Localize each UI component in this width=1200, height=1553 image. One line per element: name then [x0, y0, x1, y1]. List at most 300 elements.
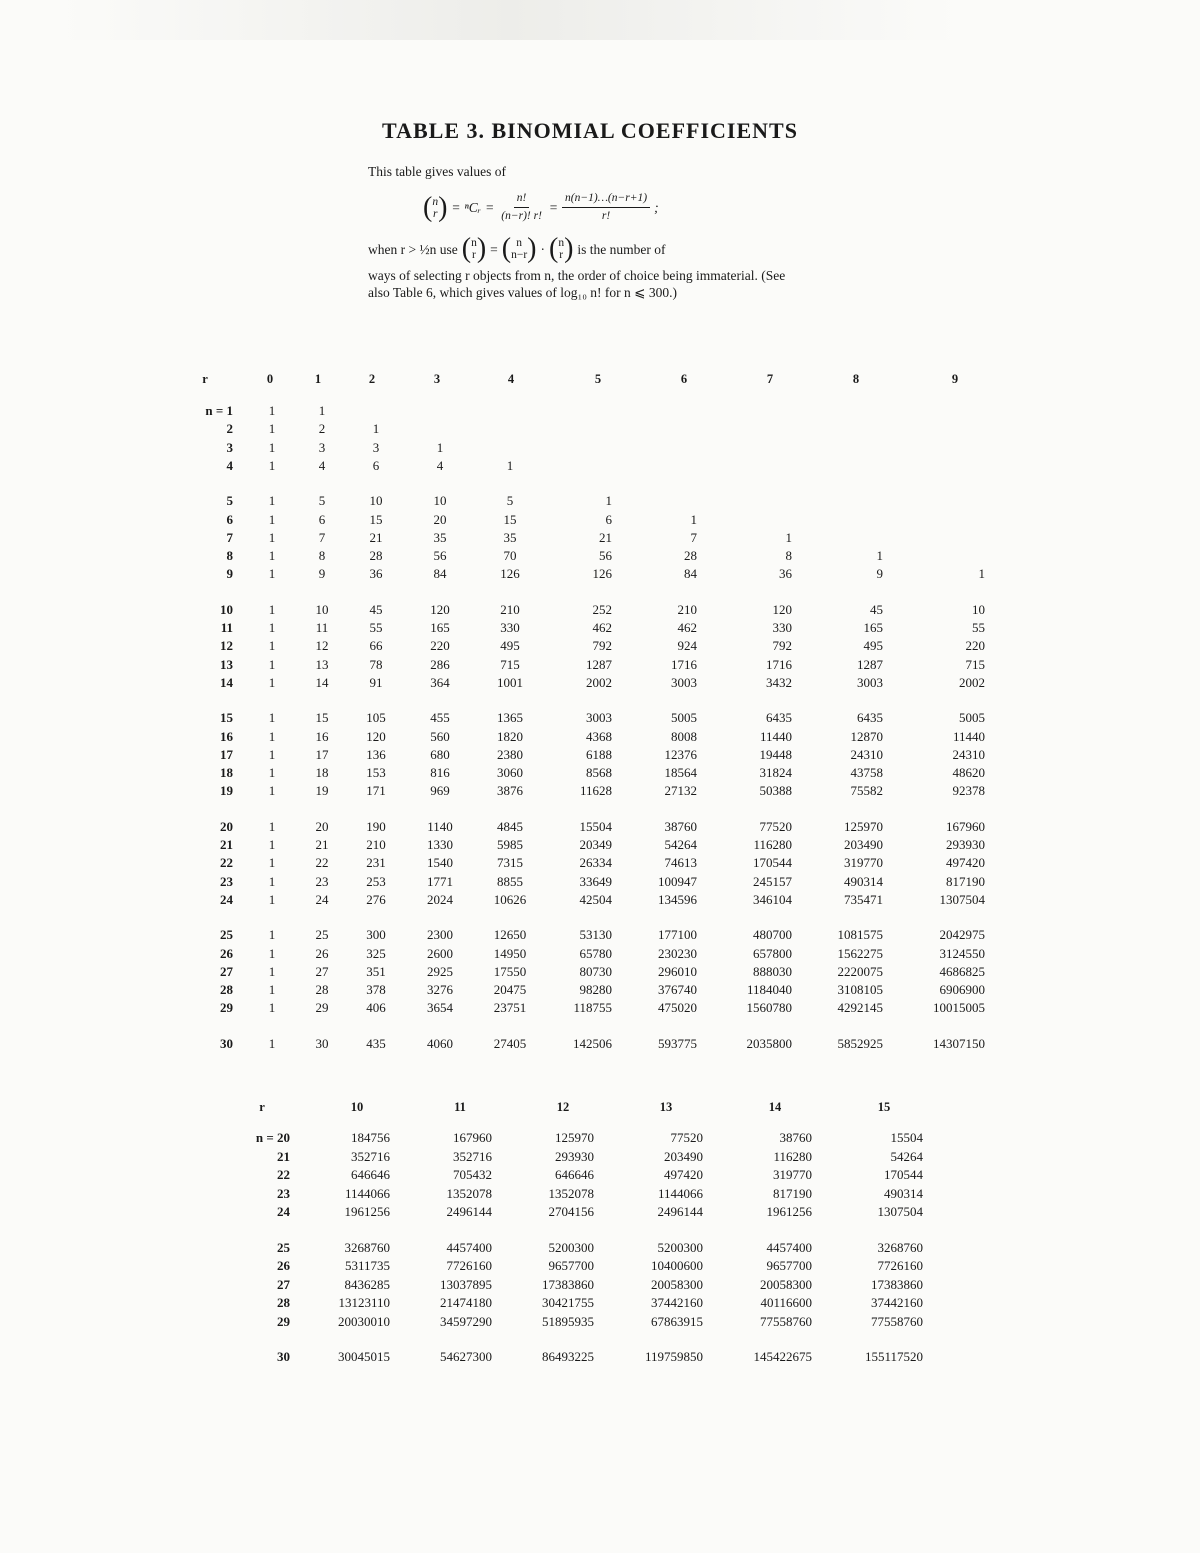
table-cell: 42504 [579, 891, 612, 907]
table-cell: 378 [366, 982, 386, 998]
table-cell: 1820 [497, 728, 523, 744]
table-cell: 84 [684, 566, 697, 582]
table-cell: 593775 [658, 1035, 697, 1051]
table-cell: 2300 [427, 927, 453, 943]
table-cell: 13 [315, 656, 329, 672]
table-cell: 5200300 [548, 1239, 594, 1255]
table-cell: 77520 [670, 1130, 703, 1145]
table-cell: 119759850 [644, 1349, 703, 1364]
table-cell: 177100 [658, 927, 697, 943]
table-cell: 40116600 [760, 1295, 812, 1310]
table-cell: 4686825 [939, 963, 985, 979]
table-cell: 3432 [766, 674, 792, 690]
table-cell: 55 [972, 620, 985, 635]
table-cell: 53130 [579, 927, 612, 943]
table-cell: 816 [430, 765, 450, 781]
table-cell: 55 [369, 620, 383, 635]
table-cell: 1 [268, 638, 276, 654]
table-cell: 817190 [946, 873, 985, 889]
table-cell: 6435 [766, 710, 792, 726]
table-cell: 3003 [671, 674, 697, 690]
row-label: 15 [220, 710, 233, 726]
table-cell: 28 [369, 548, 383, 564]
table-cell: 17550 [493, 963, 527, 979]
table-cell: 3108105 [837, 982, 883, 998]
table-cell: 11440 [952, 728, 985, 744]
table-cell: 77558760 [871, 1313, 923, 1329]
table-cell: 17383860 [871, 1276, 923, 1292]
table-cell: 715 [500, 656, 520, 672]
table-cell: 1771 [427, 873, 453, 889]
table-cell: 136 [366, 746, 386, 762]
column-header: 12 [556, 1100, 570, 1114]
table-cell: 14950 [493, 945, 527, 961]
table-cell: 1540 [427, 855, 453, 871]
table-cell: 5 [506, 493, 514, 509]
table-cell: 792 [772, 638, 792, 654]
table-cell: 11 [315, 620, 329, 635]
table-cell: 54264 [890, 1148, 923, 1164]
table-cell: 325 [366, 945, 386, 961]
table-cell: 657800 [753, 945, 792, 961]
table-cell: 35 [503, 529, 517, 545]
table-cell: 37442160 [651, 1295, 703, 1310]
table-cell: 495 [863, 638, 883, 654]
table-cell: 3276 [427, 982, 453, 998]
table-cell: 817190 [773, 1185, 812, 1201]
table-cell: 1 [268, 674, 276, 690]
table-cell: 1 [268, 837, 276, 852]
intro-line-1: This table gives values of [368, 164, 506, 179]
table-cell: 210 [677, 601, 697, 617]
table-cell: 8 [318, 548, 326, 564]
table-cell: 1 [978, 566, 985, 582]
table-cell: 165 [430, 620, 450, 635]
table-cell: 21 [315, 837, 329, 852]
table-cell: 1 [268, 728, 276, 744]
row-label: 3 [226, 439, 233, 455]
table-cell: 296010 [658, 963, 697, 979]
row-label: 14 [220, 674, 233, 690]
table-cell: 969 [430, 783, 450, 799]
table-cell: 105 [366, 710, 386, 726]
table-cell: 75582 [850, 783, 883, 799]
table-cell: 1 [268, 746, 276, 762]
table-cell: 5 [318, 493, 326, 509]
table-cell: 120 [430, 601, 450, 617]
row-label: 9 [226, 566, 233, 582]
table-cell: 1 [318, 403, 326, 418]
table-cell: 28 [684, 548, 697, 564]
table-cell: 3268760 [344, 1239, 390, 1255]
table-cell: 1307504 [939, 891, 985, 907]
table-cell: 23 [315, 873, 329, 889]
table-cell: 12 [315, 638, 329, 654]
table-cell: 171 [366, 783, 386, 799]
table-cell: 3003 [857, 674, 883, 690]
table-cell: 17383860 [542, 1276, 594, 1292]
table-cell: 5005 [671, 710, 697, 726]
table-cell: 5852925 [837, 1035, 883, 1051]
table-cell: 116280 [773, 1148, 812, 1164]
row-label: 25 [277, 1239, 290, 1255]
table-cell: 2002 [959, 674, 985, 690]
table-cell: 210 [366, 837, 386, 852]
table-cell: 1352078 [548, 1185, 594, 1201]
table-cell: 153 [366, 765, 386, 781]
table-cell: 1 [268, 529, 276, 545]
table-cell: 462 [677, 620, 697, 635]
table-cell: 35 [433, 529, 447, 545]
table-cell: 220 [430, 638, 450, 654]
column-header: 2 [368, 372, 376, 386]
table-cell: 6435 [857, 710, 883, 726]
table-cell: 1 [268, 656, 276, 672]
table-cell: 8568 [586, 765, 612, 781]
table-cell: 12650 [493, 927, 527, 943]
intro-rest: ways of selecting r objects from n, the order of choice being immaterial. (See also Table 6, which gives values of log₁₀ n! for n ⩽ 300.) [368, 268, 786, 300]
table-cell: 1 [268, 493, 276, 509]
table-cell: 1 [268, 548, 276, 564]
table-cell: 4457400 [766, 1239, 812, 1255]
table-cell: 2042975 [939, 927, 985, 943]
row-label: 18 [220, 765, 233, 781]
table-cell: 20475 [493, 982, 527, 998]
table-cell: 406 [366, 1000, 386, 1016]
table-cell: 34597290 [440, 1313, 492, 1329]
table-cell: 1184040 [746, 982, 792, 998]
table-cell: 1 [268, 439, 276, 455]
table-cell: 4292145 [837, 1000, 883, 1016]
column-header: 1 [314, 372, 322, 386]
table-cell: 30421755 [542, 1295, 594, 1310]
row-label: n = 1 [205, 403, 233, 418]
column-header-r: r [202, 372, 208, 386]
table-cell: 3 [372, 439, 380, 455]
table-cell: 12376 [664, 746, 697, 762]
table-cell: 4 [318, 457, 326, 473]
table-cell: 1716 [671, 656, 697, 672]
row-label: 13 [220, 656, 233, 672]
row-label: 26 [277, 1258, 290, 1273]
equals-sign: = [451, 200, 461, 215]
table-cell: 1001 [497, 674, 523, 690]
table-cell: 15504 [890, 1130, 923, 1145]
binom-n-n-minus-r: ( n n−r ) [501, 233, 537, 264]
table-cell: 1 [268, 783, 276, 799]
table-cell: 1287 [857, 656, 883, 672]
table-cell: 142506 [573, 1035, 612, 1051]
table-cell: 4457400 [446, 1239, 492, 1255]
table-cell: 86493225 [542, 1349, 594, 1364]
row-label: 4 [226, 457, 233, 473]
table-cell: 9 [318, 566, 326, 582]
table-cell: 1 [876, 548, 883, 564]
table-cell: 497420 [664, 1167, 703, 1182]
table-cell: 38760 [664, 818, 697, 834]
table-cell: 14307150 [933, 1035, 985, 1051]
table-cell: 190 [366, 818, 386, 834]
row-label: 29 [277, 1313, 290, 1329]
table-cell: 170544 [753, 855, 792, 871]
table-cell: 5985 [497, 837, 523, 852]
table-cell: 67863915 [651, 1313, 703, 1329]
table-cell: 27 [315, 963, 329, 979]
table-cell: 455 [430, 710, 450, 726]
table-cell: 20058300 [651, 1276, 703, 1292]
table-cell: 14 [315, 674, 329, 690]
table-cell: 30 [315, 1035, 329, 1051]
table-cell: 7726160 [877, 1258, 923, 1273]
table-cell: 20 [315, 818, 329, 834]
table-cell: 7 [318, 529, 326, 545]
table-cell: 2380 [497, 746, 523, 762]
table-cell: 1961256 [344, 1204, 390, 1219]
table-cell: 346104 [753, 891, 792, 907]
table-cell: 3654 [427, 1000, 453, 1016]
table-cell: 352716 [351, 1148, 390, 1164]
column-header: 8 [852, 372, 860, 386]
table-cell: 351 [366, 963, 386, 979]
row-label: 27 [277, 1276, 290, 1292]
binomial-formula: ( n r ) = ⁿCᵣ = $\frac{n!}{(n-r)! r!}$ = $\frac{n(n-1)\dots(n-r+1)}{r!}$ ; [423, 190, 808, 225]
table-cell: 2600 [427, 945, 453, 961]
table-cell: 276 [366, 891, 386, 907]
table-cell: 7315 [497, 855, 523, 871]
table-cell: 1 [690, 511, 697, 527]
table-cell: 56 [433, 548, 447, 564]
table-cell: 3003 [586, 710, 612, 726]
table-cell: 1 [268, 457, 276, 473]
table-cell: 1562275 [837, 945, 883, 961]
row-label: 10 [220, 601, 233, 617]
table-cell: 29 [315, 1000, 329, 1016]
table-cell: 2704156 [548, 1204, 594, 1219]
column-header: 7 [766, 372, 774, 386]
table-cell: 210 [500, 601, 520, 617]
table-cell: 77558760 [760, 1313, 812, 1329]
table-cell: 20030010 [338, 1313, 390, 1329]
table-cell: 792 [592, 638, 612, 654]
table-cell: 1716 [766, 656, 792, 672]
row-label: 6 [226, 511, 233, 527]
table-cell: 435 [366, 1035, 386, 1051]
table-cell: 10400600 [651, 1258, 703, 1273]
row-label: 20 [220, 818, 233, 834]
equals-sign: = [485, 200, 495, 215]
row-label: 21 [220, 837, 233, 852]
table-cell: 27405 [493, 1035, 527, 1051]
table-cell: 16 [315, 728, 329, 744]
table-cell: 319770 [844, 855, 883, 871]
row-label: 30 [220, 1035, 233, 1051]
table-cell: 30045015 [338, 1349, 390, 1364]
row-label: 27 [220, 963, 233, 979]
table-cell: 4368 [586, 728, 612, 744]
row-label: 22 [277, 1167, 290, 1182]
table-cell: 21474180 [440, 1295, 492, 1310]
table-cell: 19448 [759, 746, 792, 762]
table-cell: 2220075 [837, 963, 883, 979]
table-cell: 8 [785, 548, 792, 564]
table-cell: 1 [268, 891, 276, 907]
table-cell: 165 [863, 620, 883, 635]
table-cell: 1 [268, 765, 276, 781]
intro-line-2: when r > ½n use ( n r ) = ( n n−r ) · ( n r ) is the number of [368, 233, 666, 264]
table-cell: 9657700 [548, 1258, 594, 1273]
table-cell: 376740 [658, 982, 697, 998]
row-label: 28 [220, 982, 233, 998]
table-cell: 1307504 [877, 1204, 923, 1219]
table-cell: 66 [369, 638, 383, 654]
table-cell: 462 [592, 620, 612, 635]
table-cell: 24310 [850, 746, 883, 762]
table-cell: 1140 [427, 818, 453, 834]
table-cell: 65780 [579, 945, 612, 961]
table-cell: 1352078 [446, 1185, 492, 1201]
row-label: n = 20 [255, 1130, 290, 1145]
table-cell: 91 [369, 674, 383, 690]
table-cell: 9657700 [766, 1258, 812, 1273]
table-cell: 118755 [573, 1000, 612, 1016]
table-cell: 1 [436, 439, 444, 455]
column-header: 6 [680, 372, 688, 386]
column-header: 4 [507, 372, 515, 386]
table-cell: 6 [318, 511, 326, 527]
table-cell: 1 [268, 873, 276, 889]
table-cell: 1 [268, 927, 276, 943]
column-header: 11 [454, 1100, 466, 1114]
table-cell: 21 [599, 529, 612, 545]
table-cell: 54627300 [440, 1349, 492, 1364]
table-cell: 1 [268, 566, 276, 582]
row-label: 26 [220, 945, 233, 961]
table-cell: 646646 [555, 1167, 594, 1182]
scan-smudge [60, 0, 960, 40]
table-cell: 6906900 [939, 982, 985, 998]
table-cell: 170544 [884, 1167, 923, 1182]
table-cell: 1144066 [657, 1185, 703, 1201]
table-cell: 116280 [753, 837, 792, 852]
binom-n-r: ( n r ) [549, 233, 574, 264]
row-label: 24 [220, 891, 233, 907]
table-cell: 15504 [579, 818, 612, 834]
table-cell: 27132 [664, 783, 697, 799]
row-label: 23 [220, 873, 233, 889]
row-label: 2 [226, 421, 233, 437]
table-cell: 1 [268, 403, 276, 418]
table-cell: 3268760 [877, 1239, 923, 1255]
column-header-r: r [259, 1100, 265, 1114]
table-cell: 38760 [779, 1130, 812, 1145]
table-cell: 253 [366, 873, 386, 889]
table-cell: 54264 [664, 837, 697, 852]
table-cell: 134596 [658, 891, 697, 907]
table-cell: 5005 [959, 710, 985, 726]
table-cell: 735471 [844, 891, 883, 907]
equals-sign: = [548, 200, 559, 215]
table-cell: 120 [366, 728, 386, 744]
row-label: 21 [277, 1148, 290, 1164]
table-cell: 23751 [493, 1000, 527, 1016]
table-cell: 352716 [453, 1148, 492, 1164]
row-label: 30 [277, 1349, 290, 1364]
table-cell: 78 [369, 656, 383, 672]
table-cell: 155117520 [864, 1349, 923, 1364]
table-cell: 3 [318, 439, 326, 455]
table-cell: 5311735 [344, 1258, 390, 1273]
column-header: 5 [594, 372, 602, 386]
table-cell: 36 [779, 566, 792, 582]
row-label: 17 [220, 746, 233, 762]
table-cell: 203490 [844, 837, 883, 852]
table-cell: 1144066 [344, 1185, 390, 1201]
table-cell: 2496144 [446, 1204, 492, 1219]
binom-n-r: ( n r ) [423, 191, 448, 223]
intro-text [368, 163, 808, 301]
table-cell: 6 [605, 511, 612, 527]
table-cell: 924 [677, 638, 697, 654]
row-label: 29 [220, 1000, 233, 1016]
table-cell: 490314 [844, 873, 883, 889]
table-cell: 2035800 [746, 1035, 792, 1051]
table-cell: 36 [369, 566, 383, 582]
table-cell: 475020 [658, 1000, 697, 1016]
table-cell: 19 [315, 783, 329, 799]
table-cell: 4060 [427, 1035, 453, 1051]
table-cell: 6 [372, 457, 380, 473]
column-header: 15 [877, 1100, 891, 1114]
table-cell: 330 [500, 620, 520, 635]
row-label: 23 [277, 1185, 290, 1201]
table-cell: 1961256 [766, 1204, 812, 1219]
table-cell: 31824 [759, 765, 792, 781]
table-cell: 1287 [586, 656, 612, 672]
table-cell: 203490 [664, 1148, 703, 1164]
table-cell: 293930 [946, 837, 985, 852]
table-cell: 21 [369, 529, 383, 545]
table-cell: 560 [430, 728, 450, 744]
table-cell: 1 [268, 710, 276, 726]
ncr-symbol: ⁿCᵣ [464, 200, 482, 215]
table-cell: 245157 [753, 873, 792, 889]
table-cell: 1330 [427, 837, 453, 852]
table-cell: 2925 [427, 963, 453, 979]
table-cell: 3060 [497, 765, 523, 781]
table-cell: 10015005 [933, 1000, 985, 1016]
table-cell: 330 [772, 620, 792, 635]
table-cell: 18 [315, 765, 329, 781]
table-cell: 22 [315, 855, 329, 871]
table-cell: 26 [315, 945, 329, 961]
table-cell: 1560780 [746, 1000, 792, 1016]
table-cell: 1 [785, 529, 792, 545]
table-cell: 646646 [351, 1167, 390, 1182]
table-cell: 80730 [579, 963, 612, 979]
table-cell: 230230 [658, 945, 697, 961]
table-cell: 10 [369, 493, 383, 509]
table-cell: 1 [268, 511, 276, 527]
table-cell: 84 [433, 566, 447, 582]
table-cell: 50388 [759, 783, 792, 799]
fraction-product: $\frac{n(n-1)\dots(n-r+1)}{r!}$ [562, 190, 650, 225]
table-cell: 48620 [952, 765, 985, 781]
row-label: 28 [277, 1295, 290, 1310]
table-cell: 3124550 [939, 945, 985, 961]
row-label: 19 [220, 783, 233, 799]
column-header: 9 [951, 372, 959, 386]
table-cell: 43758 [850, 765, 883, 781]
